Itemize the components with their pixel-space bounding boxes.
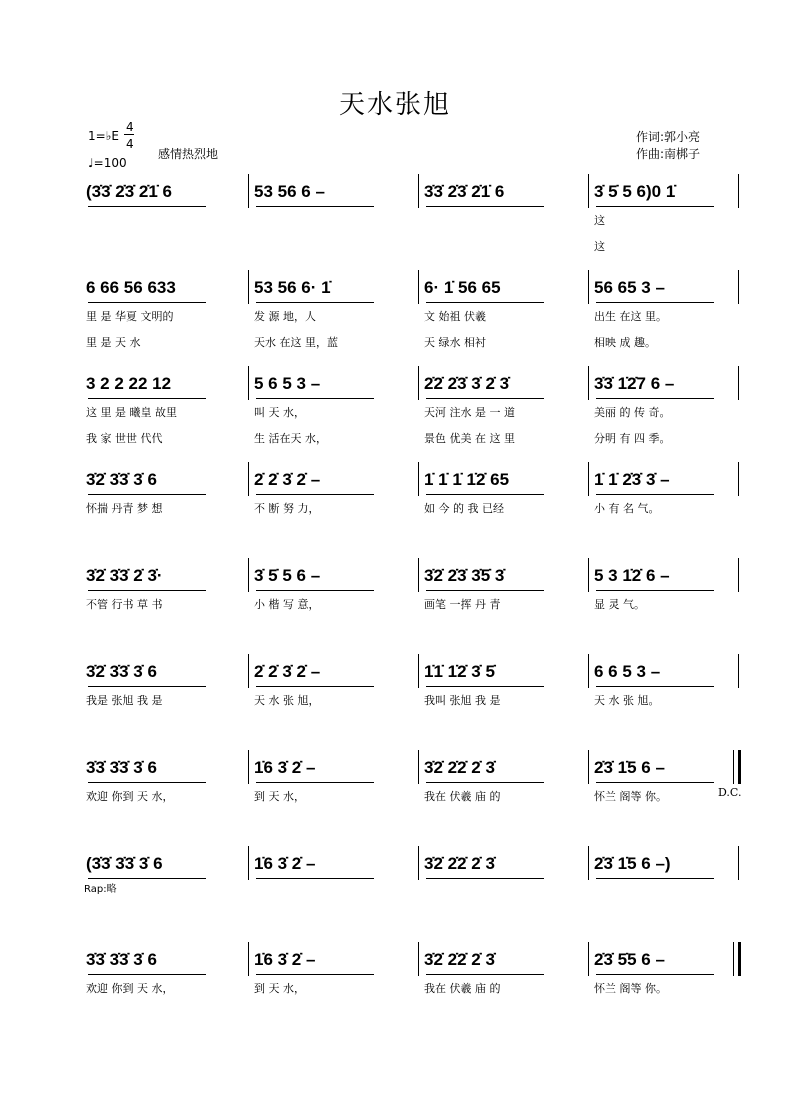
beam-underline <box>88 494 206 495</box>
beam-underline <box>596 878 714 879</box>
measure-notes: 6· 1̇ 56 65 <box>424 278 501 297</box>
measure-notes: 53 56 6· 1̇ <box>254 278 331 297</box>
composer-credit: 作曲:南梆子 <box>636 147 701 161</box>
barline <box>588 846 589 880</box>
lyric-line-1: 里 是 华夏 文明的 <box>86 310 174 323</box>
barline <box>248 558 249 592</box>
barline <box>418 750 419 784</box>
barline <box>418 558 419 592</box>
beam-underline <box>88 302 206 303</box>
lyric-line-1: 不管 行书 草 书 <box>86 598 163 611</box>
barline <box>418 174 419 208</box>
barline <box>588 750 589 784</box>
barline <box>588 942 589 976</box>
measure-notes: 3̇3̇ 1̇2̇7 6 – <box>594 374 675 393</box>
lyric-line-1: 画笔 一挥 丹 青 <box>424 598 501 611</box>
lyric-line-1: 我是 张旭 我 是 <box>86 694 163 707</box>
beam-underline <box>596 206 714 207</box>
lyric-line-1: 到 天 水， <box>254 790 305 803</box>
barline <box>248 846 249 880</box>
measure-notes: (3̇3̇ 3̇3̇ 3̇ 6 <box>86 854 163 873</box>
barline <box>248 750 249 784</box>
lyric-line-1: 出生 在这 里。 <box>594 310 667 323</box>
lyric-line-1: 到 天 水， <box>254 982 305 995</box>
barline <box>738 462 739 496</box>
lyric-line-1: 文 始祖 伏羲 <box>424 310 486 323</box>
beam-underline <box>256 398 374 399</box>
barline <box>738 846 739 880</box>
measure-notes: 3̇3̇ 2̇3̇ 2̇1̇ 6 <box>424 182 505 201</box>
beam-underline <box>596 782 714 783</box>
beam-underline <box>596 686 714 687</box>
beam-underline <box>88 974 206 975</box>
lyric-line-1: 发 源 地，人 <box>254 310 316 323</box>
beam-underline <box>88 398 206 399</box>
beam-underline <box>256 302 374 303</box>
measure-notes: 3̇ 5̇ 5 6)0 1̇ <box>594 182 676 201</box>
barline <box>248 942 249 976</box>
lyric-line-1: 怀兰 阁等 你。 <box>594 790 667 803</box>
lyric-line-1: 天 水 张 旭， <box>254 694 320 707</box>
time-signature-top: 4 <box>126 120 134 134</box>
beam-underline <box>596 590 714 591</box>
measure-notes: 1̇1̇ 1̇2̇ 3̇ 5̇ <box>424 662 495 681</box>
measure-notes: 3̇ 5̇ 5 6 – <box>254 566 321 585</box>
measure-notes: 3̇2̇ 2̇2̇ 2̇ 3̇ <box>424 950 495 969</box>
measure-notes: 1̇6 3̇ 2̇ – <box>254 854 316 873</box>
measure-notes: 3̇2̇ 3̇3̇ 3̇ 6 <box>86 662 157 681</box>
barline <box>418 270 419 304</box>
lyric-line-2: 里 是 天 水 <box>86 336 141 349</box>
measure-notes: 56 65 3 – <box>594 278 665 297</box>
measure-notes: 3̇3̇ 3̇3̇ 3̇ 6 <box>86 950 157 969</box>
barline <box>248 366 249 400</box>
beam-underline <box>256 782 374 783</box>
barline <box>738 558 739 592</box>
measure-notes: 2̇2̇ 2̇3̇ 3̇ 2̇ 3̇ <box>424 374 510 393</box>
lyric-line-1: 怀揣 丹青 梦 想 <box>86 502 163 515</box>
barline <box>248 654 249 688</box>
measure-notes: 3̇2̇ 3̇3̇ 2̇ 3̇· <box>86 566 163 585</box>
lyric-line-1: 我在 伏羲 庙 的 <box>424 790 501 803</box>
beam-underline <box>596 398 714 399</box>
lyric-line-1: 小 有 名 气。 <box>594 502 660 515</box>
beam-underline <box>426 590 544 591</box>
beam-underline <box>256 494 374 495</box>
barline <box>733 942 734 976</box>
lyric-line-2: 这 <box>594 240 605 253</box>
beam-underline <box>426 974 544 975</box>
beam-underline <box>596 974 714 975</box>
measure-notes: 6 66 56 633 <box>86 278 176 297</box>
barline <box>733 750 734 784</box>
measure-notes: 1̇ 1̇ 2̇3̇ 3̇ – <box>594 470 670 489</box>
barline <box>248 174 249 208</box>
barline <box>248 462 249 496</box>
time-signature-bottom: 4 <box>126 137 134 151</box>
lyric-line-1: 美丽 的 传 奇。 <box>594 406 671 419</box>
barline <box>588 366 589 400</box>
beam-underline <box>596 494 714 495</box>
lyricist-credit: 作词:郭小亮 <box>636 130 701 144</box>
beam-underline <box>426 782 544 783</box>
measure-notes: 3̇2̇ 2̇2̇ 2̇ 3̇ <box>424 854 495 873</box>
measure-notes: 5 6 5 3 – <box>254 374 321 393</box>
barline <box>418 366 419 400</box>
barline <box>588 270 589 304</box>
beam-underline <box>88 878 206 879</box>
lyric-line-2: 天水 在这 里，蓝 <box>254 336 338 349</box>
lyric-line-1: 如 今 的 我 已经 <box>424 502 504 515</box>
lyric-line-1: 欢迎 你到 天 水， <box>86 790 174 803</box>
beam-underline <box>256 974 374 975</box>
lyric-line-1: 显 灵 气。 <box>594 598 645 611</box>
lyric-line-1: 我叫 张旭 我 是 <box>424 694 501 707</box>
beam-underline <box>426 494 544 495</box>
measure-notes: 3 2 2 22 12 <box>86 374 172 393</box>
barline <box>588 654 589 688</box>
barline <box>738 654 739 688</box>
lyric-line-1: 这 里 是 曦皇 故里 <box>86 406 177 419</box>
barline <box>588 558 589 592</box>
barline <box>418 654 419 688</box>
barline <box>418 846 419 880</box>
lyric-line-2: 生 活在天 水， <box>254 432 327 445</box>
measure-notes: 1̇ 1̇ 1̇ 1̇2̇ 65 <box>424 470 510 489</box>
measure-notes: 53 56 6 – <box>254 182 325 201</box>
final-barline <box>738 750 741 784</box>
beam-underline <box>426 206 544 207</box>
measure-notes: 2̇ 2̇ 3̇ 2̇ – <box>254 662 321 681</box>
beam-underline <box>256 686 374 687</box>
beam-underline <box>596 302 714 303</box>
measure-notes: 2̇3̇ 5̇5 6 – <box>594 950 665 969</box>
lyric-line-1: 天河 注水 是 一 道 <box>424 406 515 419</box>
measure-notes: (3̇3̇ 2̇3̇ 2̇1̇ 6 <box>86 182 173 201</box>
measure-notes: 2̇3̇ 1̇5 6 – <box>594 758 665 777</box>
measure-notes: 2̇3̇ 1̇5 6 –) <box>594 854 671 873</box>
barline <box>738 366 739 400</box>
page-title: 天水张旭 <box>338 90 451 120</box>
measure-notes: 1̇6 3̇ 2̇ – <box>254 758 316 777</box>
beam-underline <box>88 590 206 591</box>
beam-underline <box>426 398 544 399</box>
lyric-line-1: 欢迎 你到 天 水， <box>86 982 174 995</box>
lyric-line-1: 不 断 努 力， <box>254 502 320 515</box>
barline <box>588 174 589 208</box>
measure-notes: 3̇2̇ 2̇2̇ 2̇ 3̇ <box>424 758 495 777</box>
lyric-line-2: 天 绿水 相衬 <box>424 336 486 349</box>
barline <box>418 462 419 496</box>
barline <box>588 462 589 496</box>
da-capo-marking: D.C. <box>718 786 742 799</box>
measure-notes: 1̇6 3̇ 2̇ – <box>254 950 316 969</box>
final-barline <box>738 942 741 976</box>
expression-marking: 感情热烈地 <box>158 147 219 161</box>
beam-underline <box>88 206 206 207</box>
beam-underline <box>256 590 374 591</box>
barline <box>738 174 739 208</box>
lyric-line-1: 这 <box>594 214 605 227</box>
lyric-line-1: 小 楷 写 意， <box>254 598 320 611</box>
tempo-marking: ♩=100 <box>88 156 127 170</box>
lyric-line-2: 我 家 世世 代代 <box>86 432 163 445</box>
measure-notes: 3̇2̇ 3̇3̇ 3̇ 6 <box>86 470 157 489</box>
barline <box>248 270 249 304</box>
beam-underline <box>426 302 544 303</box>
lyric-line-2: 相映 成 趣。 <box>594 336 656 349</box>
time-signature-line <box>124 134 134 135</box>
beam-underline <box>256 206 374 207</box>
lyric-line-1: 我在 伏羲 庙 的 <box>424 982 501 995</box>
measure-notes: 2̇ 2̇ 3̇ 2̇ – <box>254 470 321 489</box>
beam-underline <box>88 686 206 687</box>
barline <box>418 942 419 976</box>
beam-underline <box>426 686 544 687</box>
lyric-line-1: 叫 天 水， <box>254 406 305 419</box>
barline <box>738 270 739 304</box>
lyric-line-1: 天 水 张 旭。 <box>594 694 660 707</box>
lyric-line-2: 景色 优美 在 这 里 <box>424 432 515 445</box>
rap-note: Rap:略 <box>84 884 117 895</box>
measure-notes: 3̇3̇ 3̇3̇ 3̇ 6 <box>86 758 157 777</box>
beam-underline <box>256 878 374 879</box>
measure-notes: 6 6 5 3 – <box>594 662 661 681</box>
beam-underline <box>88 782 206 783</box>
measure-notes: 5 3 1̇2̇ 6 – <box>594 566 670 585</box>
lyric-line-1: 怀兰 阁等 你。 <box>594 982 667 995</box>
key-signature: 1=♭E <box>88 129 119 143</box>
beam-underline <box>426 878 544 879</box>
measure-notes: 3̇2̇ 2̇3̇ 3̇5̇ 3̇ <box>424 566 505 585</box>
lyric-line-2: 分明 有 四 季。 <box>594 432 671 445</box>
